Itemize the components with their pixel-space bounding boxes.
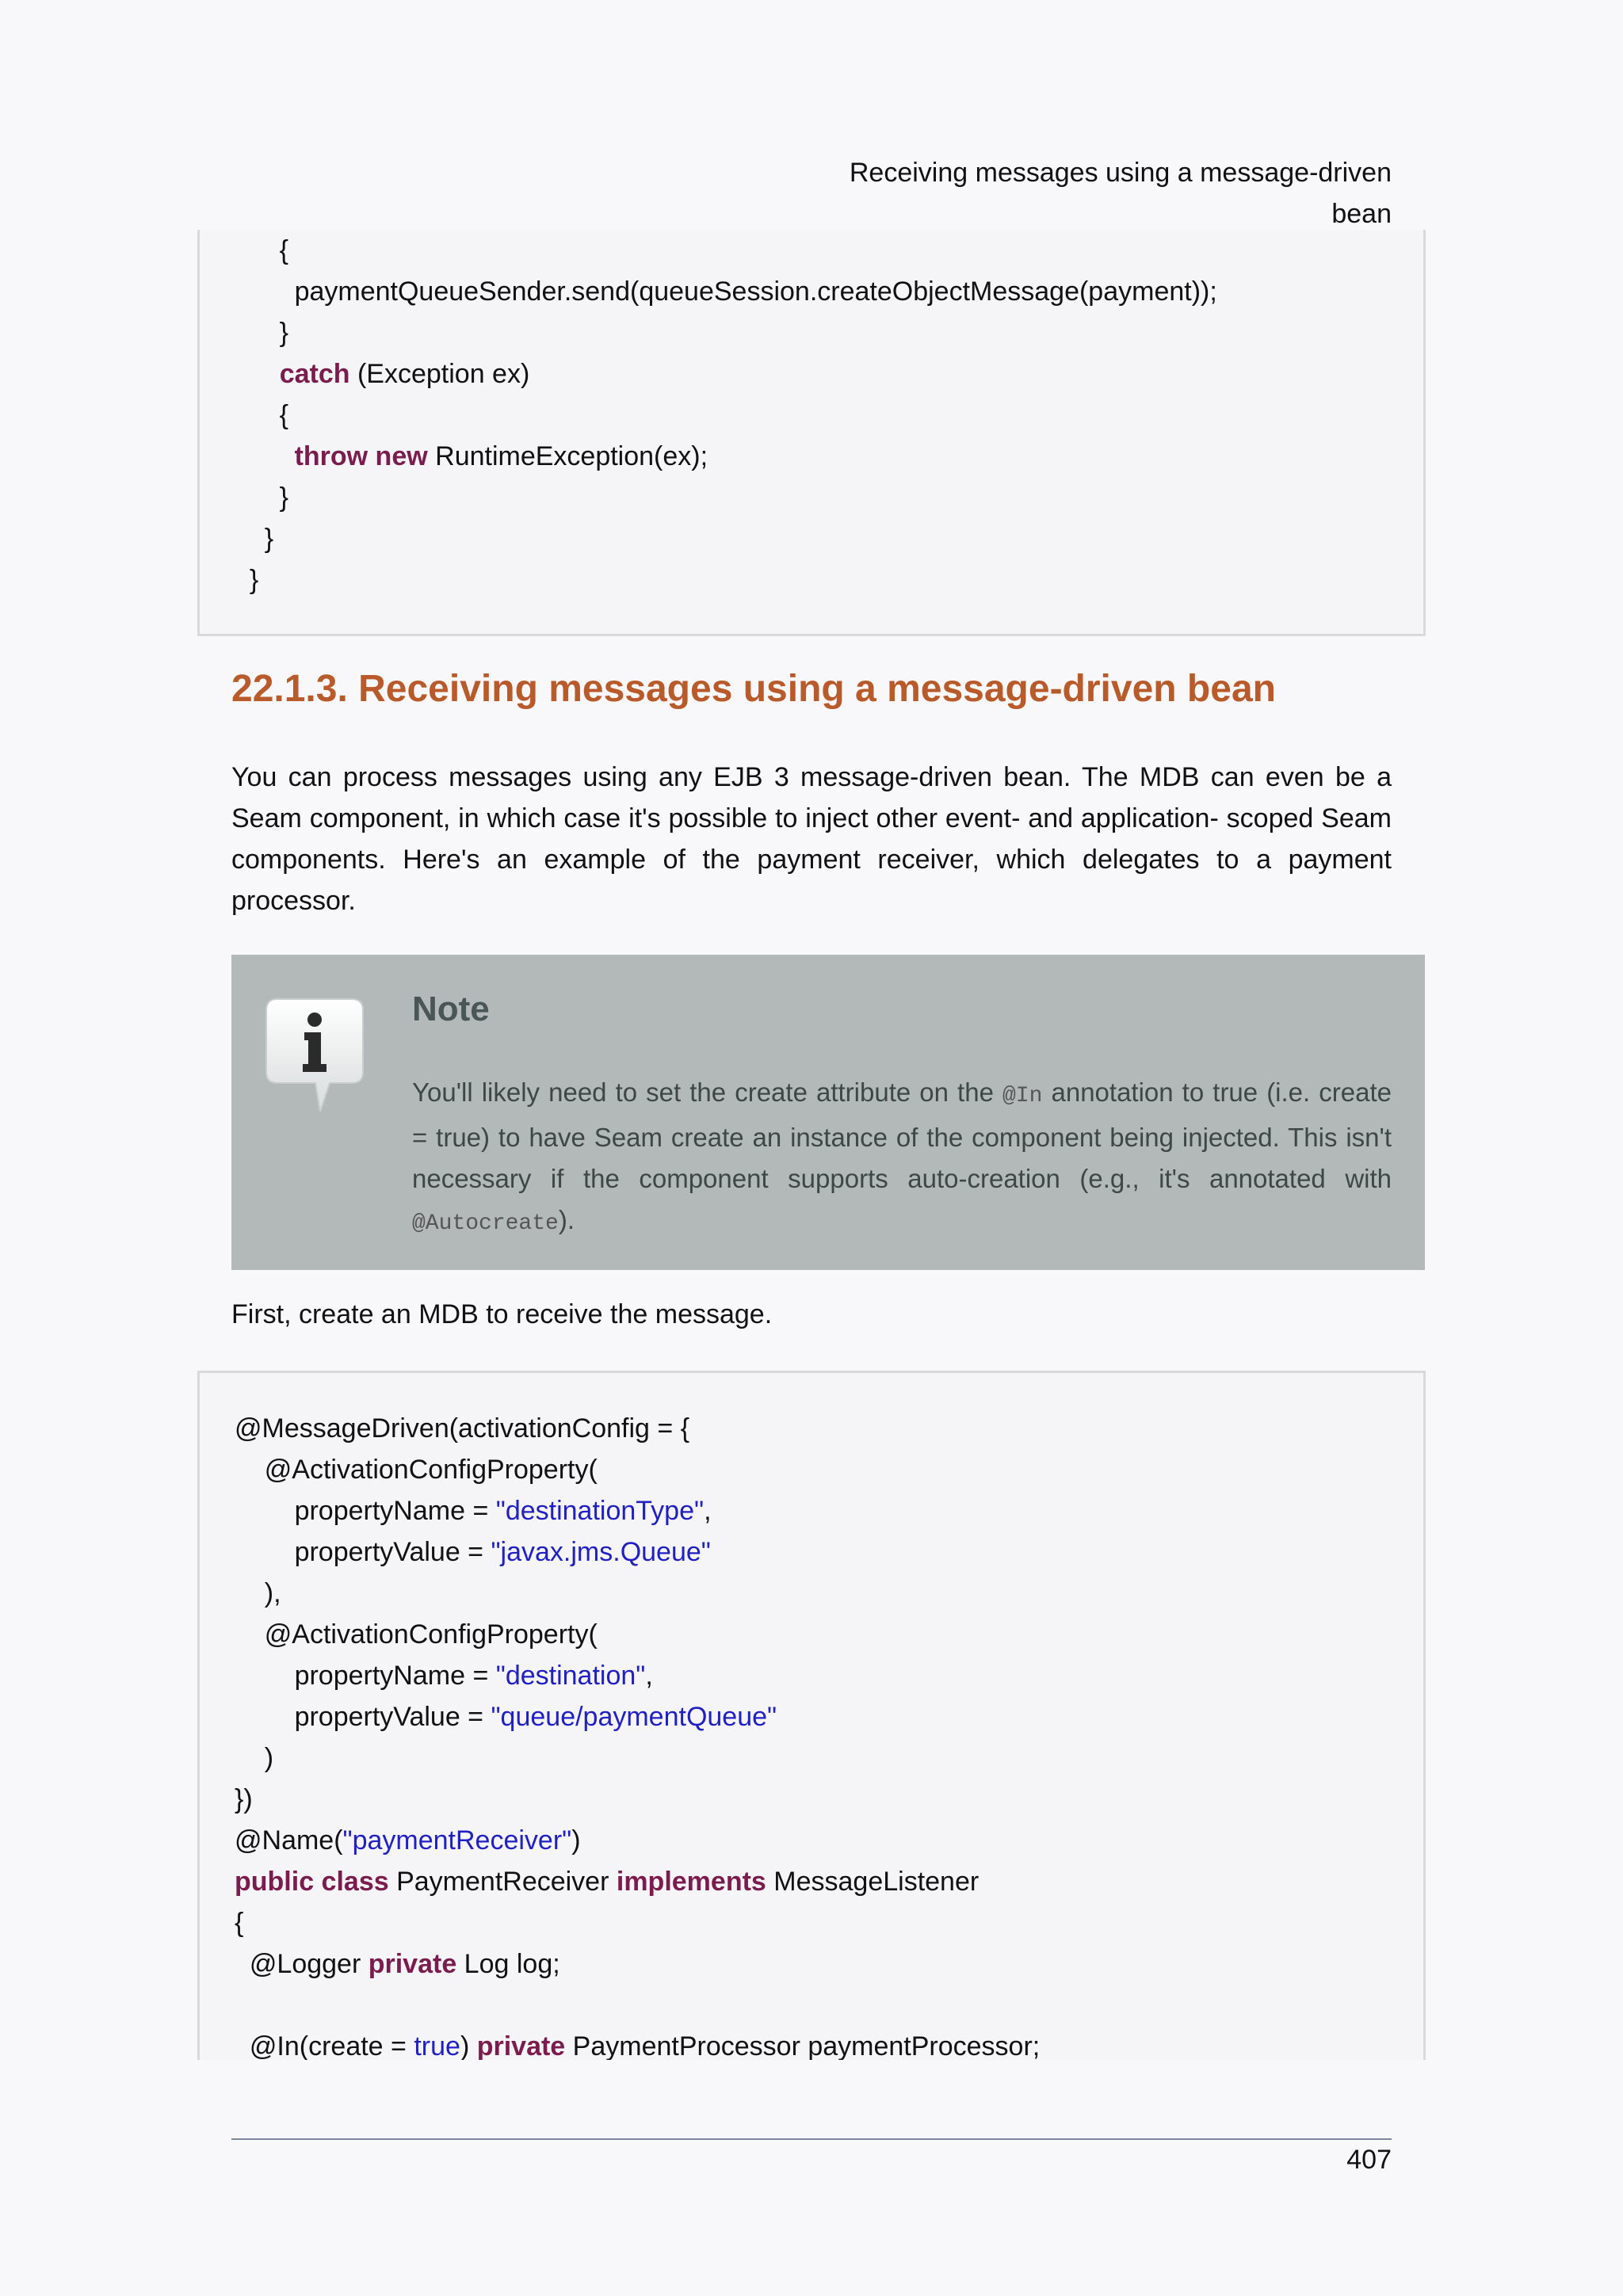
code-line xyxy=(235,395,1423,436)
code-line xyxy=(235,436,1423,477)
code-text xyxy=(235,441,295,471)
code-line xyxy=(235,559,1423,601)
code-text xyxy=(235,359,280,389)
code-text: propertyValue = xyxy=(235,1537,491,1567)
code-line xyxy=(235,1696,1423,1737)
code-line xyxy=(235,518,1423,559)
code-text: } xyxy=(235,524,274,554)
code-line xyxy=(235,353,1423,395)
code-listing-mdb xyxy=(197,1371,1426,2060)
note-text xyxy=(412,1072,1392,1245)
code-line xyxy=(235,477,1423,518)
code-line xyxy=(235,1985,1423,2026)
code-line xyxy=(235,1861,1423,1902)
code-keyword: implements xyxy=(616,1867,766,1897)
code-text: , xyxy=(645,1661,653,1691)
note-code-in: @In xyxy=(1002,1084,1043,1108)
code-text: ) xyxy=(571,1825,581,1855)
code-line xyxy=(235,1614,1423,1655)
code-line xyxy=(235,1655,1423,1696)
code-text: propertyName = xyxy=(235,1496,496,1526)
code-string: "javax.jms.Queue" xyxy=(491,1537,711,1567)
code-text: { xyxy=(235,235,289,265)
code-text: ), xyxy=(235,1578,281,1608)
code-text: RuntimeException(ex); xyxy=(427,441,708,471)
code-text: @Logger xyxy=(235,1949,369,1979)
code-text: { xyxy=(235,1908,244,1938)
code-text: ) xyxy=(460,2031,477,2060)
code-text: paymentQueueSender.send(queueSession.createObjectMessage(payment)); xyxy=(235,277,1217,307)
code-line xyxy=(235,1902,1423,1943)
code-string: "queue/paymentQueue" xyxy=(491,1702,777,1732)
code-keyword: throw new xyxy=(294,441,428,471)
code-text: @MessageDriven(activationConfig = { xyxy=(235,1413,690,1444)
code-text: } xyxy=(235,482,289,513)
code-text: }) xyxy=(235,1784,253,1814)
code-string: "destinationType" xyxy=(495,1496,705,1526)
running-header xyxy=(678,152,1392,235)
code-line xyxy=(235,1943,1423,1985)
footer-divider xyxy=(231,2138,1392,2140)
code-line xyxy=(235,1573,1423,1614)
code-line xyxy=(235,1737,1423,1779)
code-keyword: private xyxy=(476,2031,566,2060)
code-keyword: public class xyxy=(235,1867,389,1897)
code-text: @ActivationConfigProperty( xyxy=(235,1455,598,1485)
page-number: 407 xyxy=(1346,2145,1392,2175)
code-text: PaymentReceiver xyxy=(388,1867,617,1897)
code-text: propertyName = xyxy=(235,1661,496,1691)
code-line xyxy=(235,1531,1423,1573)
code-string: true xyxy=(414,2031,460,2060)
code-text: { xyxy=(235,400,289,430)
code-text: MessageListener xyxy=(766,1867,980,1897)
code-line xyxy=(235,230,1423,271)
note-title: Note xyxy=(412,990,490,1028)
code-line xyxy=(235,2026,1423,2060)
code-text: @ActivationConfigProperty( xyxy=(235,1619,598,1650)
code-listing-continued xyxy=(197,230,1426,636)
code-line xyxy=(235,271,1423,312)
mdb-intro-paragraph: First, create an MDB to receive the message. xyxy=(231,1299,773,1329)
code-keyword: catch xyxy=(279,359,350,389)
code-text: propertyValue = xyxy=(235,1702,491,1732)
code-text: , xyxy=(704,1496,712,1526)
code-line xyxy=(235,1449,1423,1490)
info-icon xyxy=(263,996,366,1115)
code-text: @In(create = xyxy=(235,2031,414,2060)
code-text: } xyxy=(235,318,289,348)
code-text: (Exception ex) xyxy=(349,359,530,389)
running-header-line-2: bean xyxy=(1331,199,1392,229)
code-line xyxy=(235,1779,1423,1820)
intro-paragraph: You can process messages using any EJB 3 message-driven bean. The MDB can even be a Seam component, in which case it's possible to inject other event- and application- scoped Seam components. Here's an example of the payment receiver, which delegates to a payment processor. xyxy=(231,762,1392,916)
code-text: PaymentProcessor paymentProcessor; xyxy=(565,2031,1041,2060)
code-text: @Name( xyxy=(235,1825,343,1855)
note-text-part-3: ). xyxy=(558,1205,575,1234)
running-header-line-1: Receiving messages using a message-driven xyxy=(849,158,1392,188)
code-keyword: private xyxy=(368,1949,457,1979)
code-string: "paymentReceiver" xyxy=(342,1825,572,1855)
code-line xyxy=(235,1820,1423,1861)
code-line xyxy=(235,1490,1423,1531)
code-line xyxy=(235,1408,1423,1449)
code-text: Log log; xyxy=(456,1949,560,1979)
code-line xyxy=(235,312,1423,353)
note-text-part-1: You'll likely need to set the create attribute on the xyxy=(412,1077,1002,1107)
code-text: } xyxy=(235,565,259,595)
code-text: ) xyxy=(235,1743,274,1773)
note-admonition xyxy=(231,955,1425,1270)
section-heading: 22.1.3. Receiving messages using a message-driven bean xyxy=(231,668,1276,710)
note-text-part-2: annotation to true (i.e. create = true) to have Seam create an instance of the component being injected. This isn't necessary if the component supports auto-creation (e.g., it's annotated with xyxy=(412,1077,1392,1193)
code-string: "destination" xyxy=(495,1661,646,1691)
note-code-autocreate: @Autocreate xyxy=(412,1211,559,1236)
